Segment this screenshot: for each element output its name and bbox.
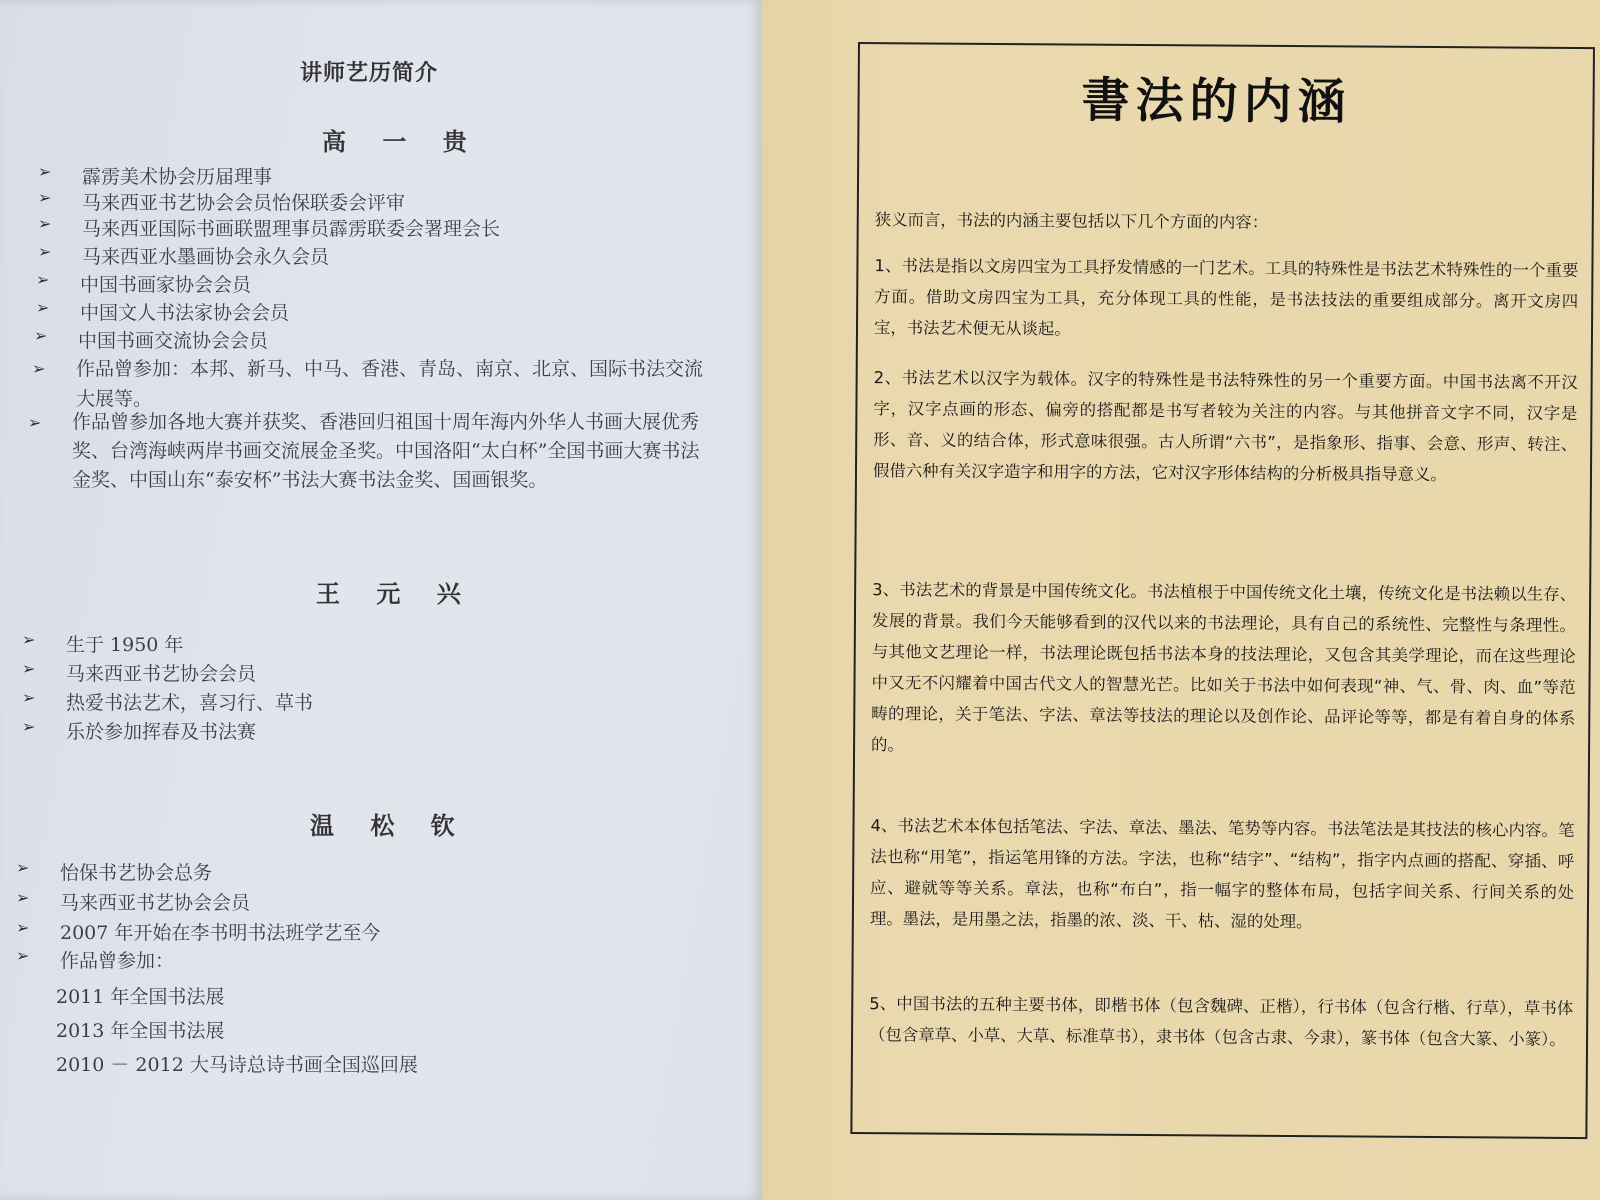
arrowhead-bullet-icon: ➢ <box>36 298 50 317</box>
arrowhead-bullet-icon: ➢ <box>16 888 30 907</box>
paragraph-5: 5、中国书法的五种主要书体，即楷书体（包含魏碑、正楷），行书体（包含行楷、行草），草书体（包含章草、小草、大草、标准草书），隶书体（包含古隶、今隶），篆书体（包含大篆、小篆）。 <box>869 994 1574 1049</box>
exhibition-line: 2011 年全国书法展 <box>56 986 225 1008</box>
section-heading-wen-songqin: 温 松 钦 <box>310 811 469 840</box>
list-item: ➢ 中国书画家协会会员 <box>36 270 252 296</box>
arrowhead-bullet-icon: ➢ <box>38 242 52 261</box>
list-item: ➢ 马来西亚书艺协会会员 <box>22 659 257 685</box>
page-heading: 書法的内涵 <box>1081 72 1352 131</box>
list-item: ➢ 作品曾参加：本邦、新马、中马、香港、青岛、南京、北京、国际书法交流大展等。 <box>76 354 712 414</box>
list-item: ➢ 马来西亚书艺协会会员 <box>16 888 251 914</box>
arrowhead-bullet-icon: ➢ <box>32 359 46 378</box>
list-item: ➢ 霹雳美术协会历届理事 <box>38 162 273 188</box>
list-item: ➢ 作品曾参加各地大赛并获奖、香港回归祖国十周年海内外华人书画大展优秀奖、台湾海峡两岸书画交流展金圣奖。中国洛阳“太白杯”全国书画大赛书法金奖、中国山东“泰安杯”书法大赛书法金奖、国画银奖。 <box>72 408 716 495</box>
text-frame <box>850 42 1595 1139</box>
section-heading-gao-yigui: 高 一 贵 <box>322 127 481 156</box>
list-item: ➢ 怡保书艺协会总务 <box>16 858 213 884</box>
arrowhead-bullet-icon: ➢ <box>22 630 36 649</box>
list-item: ➢ 中国书画交流协会会员 <box>34 326 269 352</box>
list-item: ➢ 马来西亚水墨画协会永久会员 <box>38 242 330 268</box>
list-item: ➢ 马来西亚国际书画联盟理事员霹雳联委会署理会长 <box>38 214 501 240</box>
list-item: ➢ 马来西亚书艺协会会员怡保联委会评审 <box>38 188 406 214</box>
left-page <box>0 0 762 1200</box>
arrowhead-bullet-icon: ➢ <box>38 162 52 181</box>
paragraph-1: 1、书法是指以文房四宝为工具抒发情感的一门艺术。工具的特殊性是书法艺术特殊性的一个重要方面。借助文房四宝为工具，充分体现工具的性能，是书法技法的重要组成部分。离开文房四宝，书法艺术便无从谈起。 <box>873 256 1579 339</box>
section-heading-wang-yuanxing: 王 元 兴 <box>316 579 475 608</box>
list-item: ➢ 中国文人书法家协会会员 <box>36 298 290 324</box>
exhibition-line: 2010 － 2012 大马诗总诗书画全国巡回展 <box>56 1054 418 1076</box>
paragraph-3: 3、书法艺术的背景是中国传统文化。书法植根于中国传统文化土壤，传统文化是书法赖以生存、发展的背景。我们今天能够看到的汉代以来的书法理论，具有自己的系统性、完整性与条理性。与其他文艺理论一样，书法理论既包括书法本身的技法理论，又包含其美学理论，而在这些理论中又无不闪耀着中国古代文人的智慧光芒。比如关于书法中如何表现“神、气、骨、肉、血”等范畴的理论，关于笔法、字法、章法等技法的理论以及创作论、品评论等等，都是有着自身的体系的。 <box>871 580 1577 755</box>
arrowhead-bullet-icon: ➢ <box>36 270 50 289</box>
arrowhead-bullet-icon: ➢ <box>34 326 48 345</box>
arrowhead-bullet-icon: ➢ <box>16 918 30 937</box>
arrowhead-bullet-icon: ➢ <box>22 717 36 736</box>
arrowhead-bullet-icon: ➢ <box>38 188 52 207</box>
list-item: ➢ 热爱书法艺术，喜习行、草书 <box>22 688 314 714</box>
list-item: ➢ 生于 1950 年 <box>22 630 184 656</box>
arrowhead-bullet-icon: ➢ <box>38 214 52 233</box>
list-item: ➢ 乐於参加挥春及书法赛 <box>22 717 257 743</box>
exhibition-line: 2013 年全国书法展 <box>56 1020 225 1042</box>
arrowhead-bullet-icon: ➢ <box>22 659 36 678</box>
intro-paragraph: 狭义而言，书法的内涵主要包括以下几个方面的内容： <box>874 210 1269 232</box>
arrowhead-bullet-icon: ➢ <box>16 858 30 877</box>
arrowhead-bullet-icon: ➢ <box>16 946 30 965</box>
arrowhead-bullet-icon: ➢ <box>28 413 42 432</box>
list-item: ➢ 作品曾参加： <box>16 946 175 972</box>
page-title: 讲师艺历简介 <box>300 61 439 86</box>
list-item: ➢ 2007 年开始在李书明书法班学艺至今 <box>16 918 381 944</box>
paragraph-4: 4、书法艺术本体包括笔法、字法、章法、墨法、笔势等内容。书法笔法是其技法的核心内容。笔法也称“用笔”，指运笔用锋的方法。字法，也称“结字”、“结构”，指字内点画的搭配、穿插、呼应、避就等等关系。章法，也称“布白”，指一幅字的整体布局，包括字间关系、行间关系的处理。墨法，是用墨之法，指墨的浓、淡、干、枯、湿的处理。 <box>869 816 1575 932</box>
arrowhead-bullet-icon: ➢ <box>22 688 36 707</box>
paragraph-2: 2、书法艺术以汉字为载体。汉字的特殊性是书法特殊性的另一个重要方面。中国书法离不开汉字，汉字点画的形态、偏旁的搭配都是书写者较为关注的内容。与其他拼音文字不同，汉字是形、音、义的结合体，形式意味很强。古人所谓“六书”，是指象形、指事、会意、形声、转注、假借六种有关汉字造字和用字的方法，它对汉字形体结构的分析极具指导意义。 <box>872 368 1578 485</box>
